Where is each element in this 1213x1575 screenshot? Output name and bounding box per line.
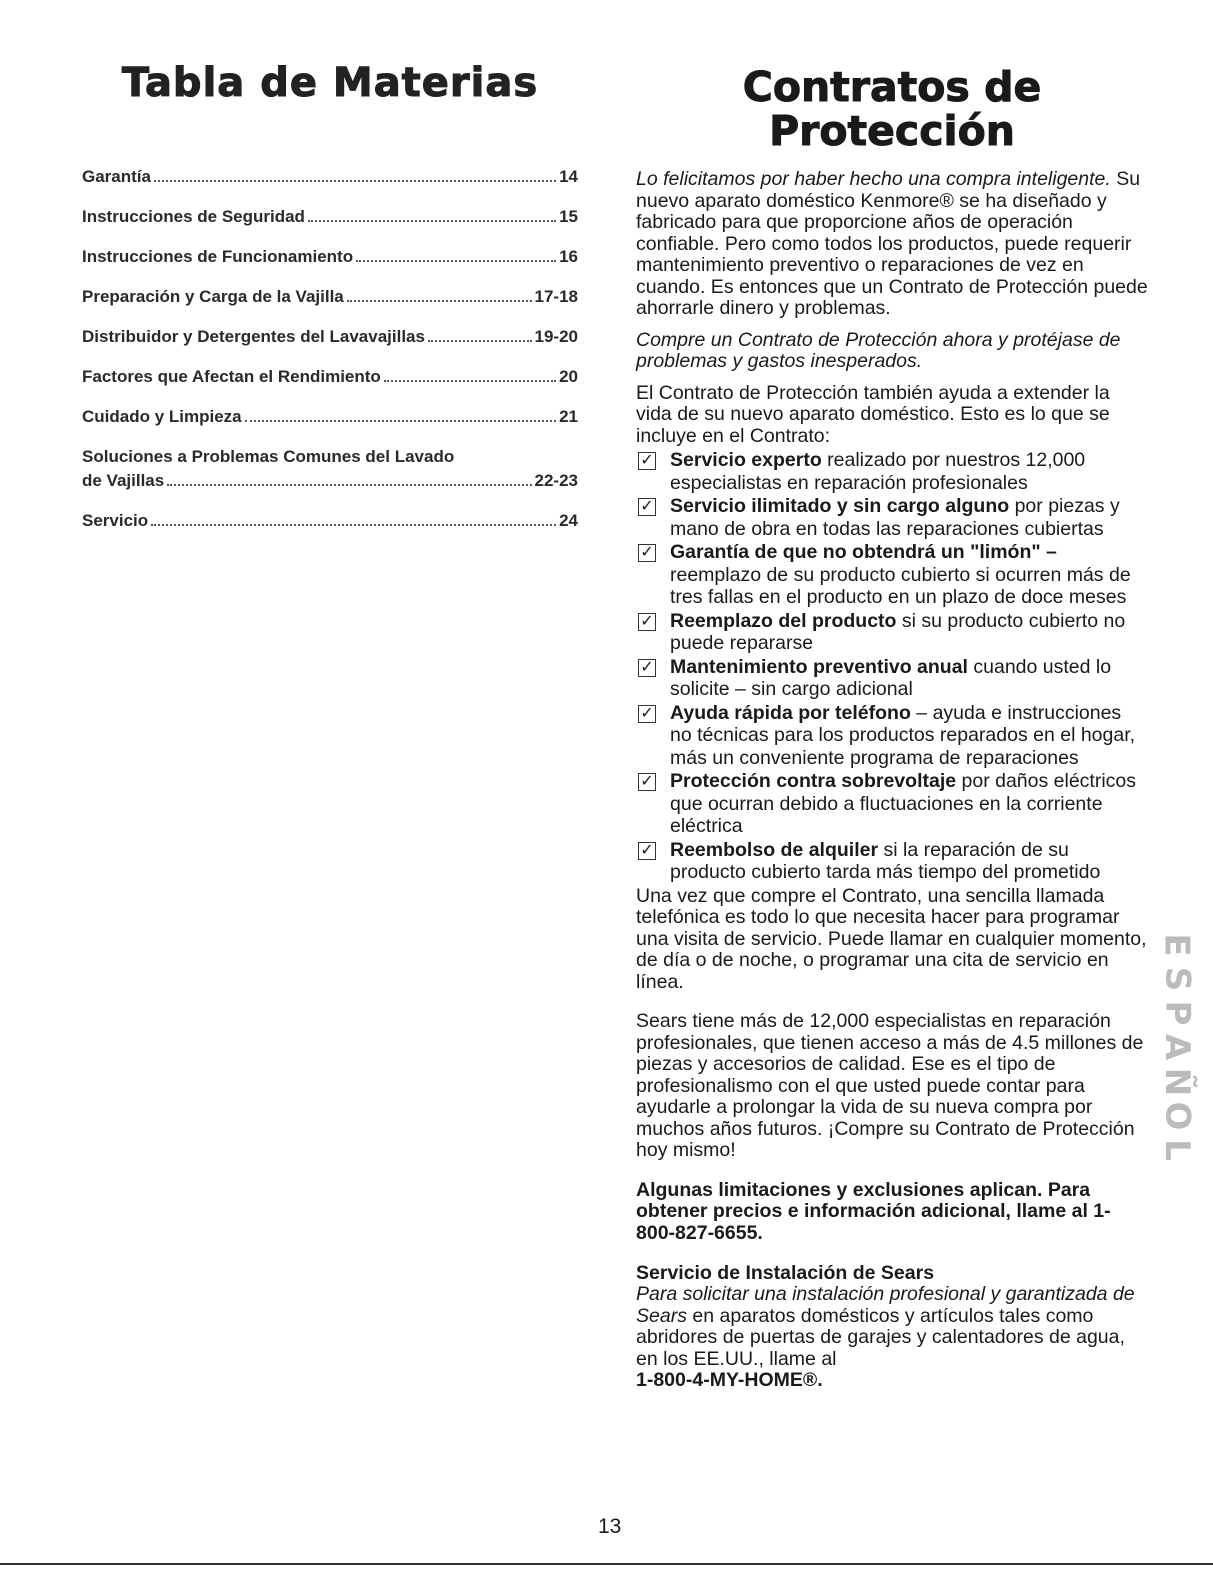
paragraph-3: Una vez que compre el Contrato, una sencilla llamada telefónica es todo lo que necesita hacer para programar una visita de servicio. Puede llamar en cualquier momento, de día o de noche, o programar una cita de servicio en línea. — [636, 884, 1147, 993]
checkbox-checked-icon: ✓ — [638, 842, 656, 860]
protection-contracts-section — [636, 65, 1148, 1392]
checkbox-checked-icon: ✓ — [638, 613, 656, 631]
leader-dots — [347, 300, 532, 302]
leader-dots — [245, 420, 556, 422]
bullet-bold: Garantía de que no obtendrá un "limón" – — [670, 541, 1057, 563]
side-tab-letter: S — [1157, 966, 1197, 992]
leader-dots — [356, 260, 556, 262]
leader-dots — [384, 380, 556, 382]
toc-item — [82, 446, 578, 491]
checkbox-checked-icon: ✓ — [638, 659, 656, 677]
toc-list — [82, 166, 578, 531]
toc-item-page: 16 — [559, 247, 578, 266]
toc-item-page: 22-23 — [534, 471, 578, 490]
toc-item-label: Cuidado y Limpieza — [82, 407, 242, 426]
list-item — [636, 656, 1148, 701]
table-of-contents — [82, 60, 578, 550]
toc-item-label: Instrucciones de Funcionamiento — [82, 247, 354, 266]
bullet-text: por piezas y mano de obra en todas las reparaciones cubiertas — [670, 495, 1120, 540]
install-rest: en aparatos domésticos y artículos tales como abridores de puertas de garajes y calentadores de agua, en los EE.UU., llame al — [636, 1304, 1125, 1370]
leader-dots — [428, 340, 532, 342]
checkbox-checked-icon: ✓ — [638, 773, 656, 791]
toc-item-label-cont: de Vajillas — [82, 471, 165, 490]
list-item — [636, 839, 1148, 884]
language-side-tab — [1152, 930, 1202, 1165]
side-tab-letter: O — [1157, 1101, 1197, 1131]
side-tab-letter: P — [1156, 1000, 1197, 1026]
side-tab-letter: E — [1156, 933, 1197, 957]
toc-item — [82, 510, 578, 531]
bullet-bold: Mantenimiento preventivo anual — [670, 655, 968, 678]
checkbox-checked-icon: ✓ — [638, 544, 656, 562]
paragraph-4: Sears tiene más de 12,000 especialistas en reparación profesionales, que tienen acceso a más de 4.5 millones de piezas y accesorios de calidad. Ese es el tipo de profesionalismo con el que usted puede contar para ayudarle a prolongar la vida de su nueva compra por muchos años futuros. ¡Compre su Contrato de Protección hoy mismo! — [636, 1010, 1144, 1161]
toc-item-page: 15 — [559, 207, 578, 226]
bullet-text: reemplazo de su producto cubierto si ocurren más de tres fallas en el producto en un plazo de doce meses — [670, 563, 1131, 608]
leader-dots — [308, 220, 556, 222]
install-italic: Para solicitar una instalación profesional y garantizada de Sears — [636, 1283, 1135, 1327]
paragraph-2: El Contrato de Protección también ayuda a extender la vida de su nuevo aparato doméstico. Esto es lo que se incluye en el Contrato: — [636, 381, 1110, 447]
toc-item-page: 21 — [559, 407, 578, 426]
title-line-1: Contratos de — [742, 63, 1042, 111]
title-line-2: Protección — [769, 107, 1015, 155]
bullet-text: por daños eléctricos que ocurran debido a fluctuaciones en la corriente eléctrica — [670, 770, 1137, 837]
toc-item — [82, 406, 578, 427]
intro-italic: Lo felicitamos por haber hecho una compra inteligente. — [636, 168, 1111, 190]
toc-title: Tabla de Materias — [121, 60, 539, 106]
toc-item-label: Preparación y Carga de la Vajilla — [82, 287, 344, 306]
intro-rest: Su nuevo aparato doméstico Kenmore® se ha diseñado y fabricado para que proporcione años de operación confiable. Pero como todos los productos, puede requerir mantenimiento preventivo o reparaciones de vez en cuando. Es entonces que un Contrato de Protección puede ahorrarle dinero y problemas. — [636, 168, 1148, 319]
side-tab-letter: Ñ — [1157, 1067, 1197, 1096]
leader-dots — [151, 524, 556, 526]
bullet-text: – ayuda e instrucciones no técnicas para los productos reparados en el hogar, más un conveniente programa de reparaciones — [670, 701, 1136, 769]
toc-item-page: 24 — [559, 511, 578, 530]
toc-item-page: 14 — [559, 167, 578, 186]
toc-item — [82, 166, 578, 187]
toc-item — [82, 286, 578, 307]
bullet-bold: Protección contra sobrevoltaje — [670, 770, 957, 792]
list-item — [636, 610, 1148, 655]
side-tab-letter: L — [1156, 1139, 1197, 1161]
bullet-text: si su producto cubierto no puede repararse — [670, 609, 1126, 654]
checkbox-checked-icon: ✓ — [638, 452, 656, 470]
list-item — [636, 541, 1148, 609]
toc-item-page: 17-18 — [534, 287, 578, 306]
bullet-bold: Reembolso de alquiler — [670, 838, 879, 861]
side-tab-letter: A — [1156, 1034, 1197, 1061]
checkbox-checked-icon: ✓ — [638, 705, 656, 723]
installation-heading: Servicio de Instalación de Sears — [636, 1262, 935, 1284]
leader-dots — [167, 484, 531, 486]
toc-item-label: Servicio — [82, 511, 149, 530]
install-phone: 1-800-4-MY-HOME®. — [636, 1369, 823, 1391]
bullet-bold: Servicio ilimitado y sin cargo alguno — [670, 495, 1010, 517]
bullet-text: si la reparación de su producto cubierto tarda más tiempo del prometido — [670, 838, 1101, 883]
toc-item-label: Soluciones a Problemas Comunes del Lavado — [82, 447, 455, 466]
limitations-note: Algunas limitaciones y exclusiones aplican. Para obtener precios e información adicional, llame al 1-800-827-6655. — [636, 1178, 1111, 1244]
bullet-bold: Reemplazo del producto — [670, 609, 897, 632]
installation-paragraph — [636, 1284, 1148, 1392]
list-item — [636, 770, 1148, 838]
toc-item-label: Instrucciones de Seguridad — [82, 207, 305, 226]
toc-item-page: 20 — [559, 367, 578, 386]
toc-item — [82, 206, 578, 227]
page-number: 13 — [598, 1515, 622, 1538]
bullet-bold: Ayuda rápida por teléfono — [670, 701, 911, 724]
list-item — [636, 449, 1148, 494]
bullet-text: cuando usted lo solicite – sin cargo adicional — [670, 655, 1112, 700]
list-item — [636, 702, 1148, 770]
list-item — [636, 495, 1148, 540]
bullet-text: realizado por nuestros 12,000 especialistas en reparación profesionales — [670, 449, 1086, 494]
toc-item — [82, 366, 578, 387]
toc-item-label: Factores que Afectan el Rendimiento — [82, 367, 381, 386]
intro-paragraph — [636, 169, 1148, 320]
bottom-divider — [0, 1563, 1213, 1565]
toc-item — [82, 326, 578, 347]
toc-item-page: 19-20 — [534, 327, 578, 346]
leader-dots — [154, 180, 556, 182]
toc-item-label: Garantía — [82, 167, 151, 186]
toc-item-label: Distribuidor y Detergentes del Lavavajillas — [82, 327, 425, 346]
benefits-list — [636, 449, 1148, 884]
section-title — [636, 65, 1148, 153]
bullet-bold: Servicio experto — [670, 449, 822, 471]
italic-paragraph: Compre un Contrato de Protección ahora y protéjase de problemas y gastos inesperados. — [636, 328, 1121, 372]
toc-item — [82, 246, 578, 267]
checkbox-checked-icon: ✓ — [638, 498, 656, 516]
